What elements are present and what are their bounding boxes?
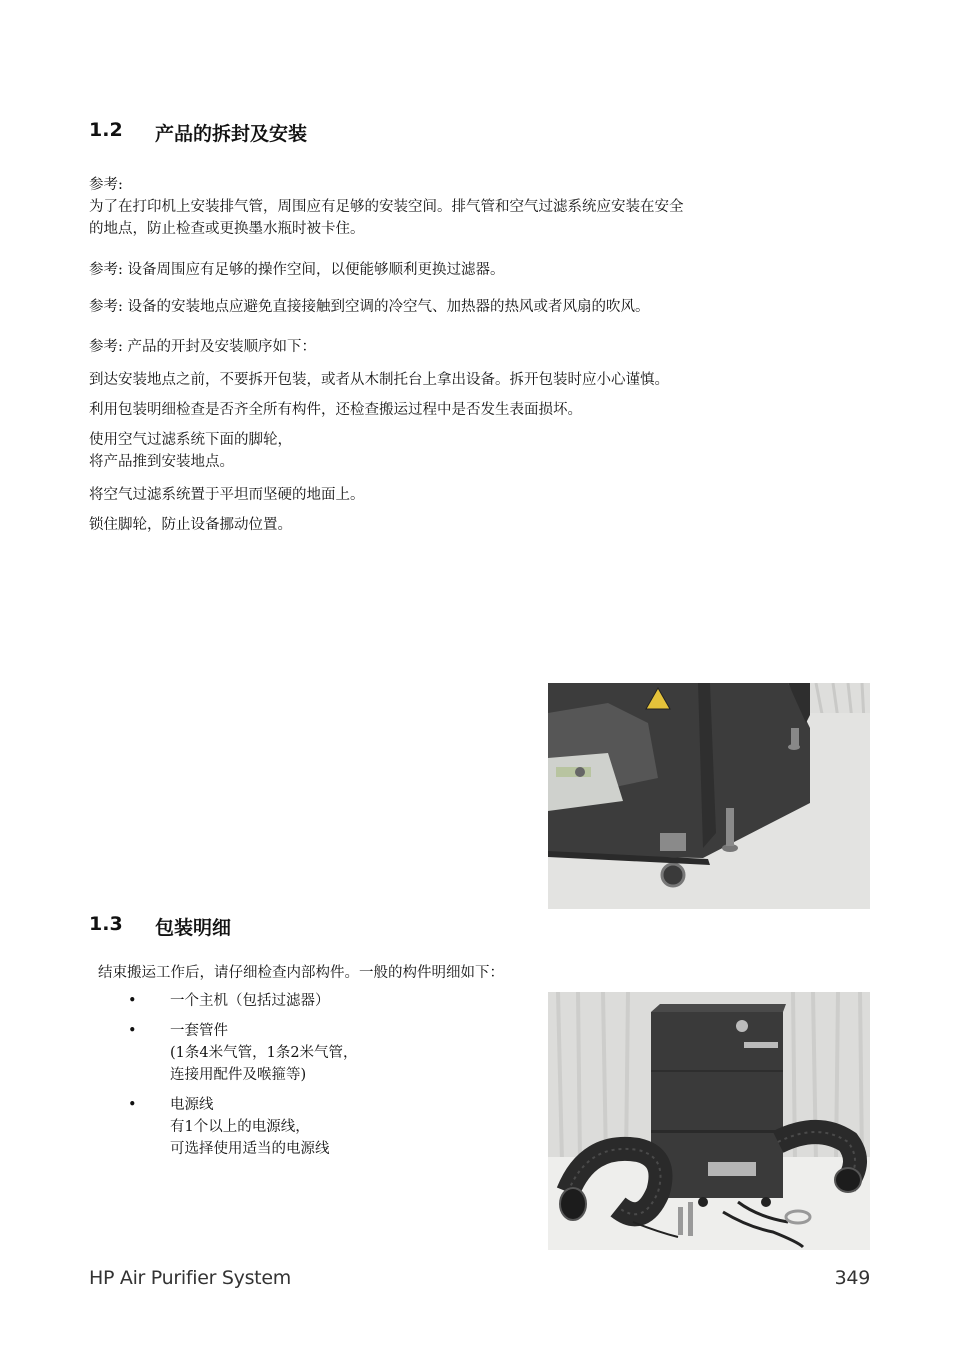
list-item — [128, 990, 528, 1012]
note-3: 参考: 设备的安装地点应避免直接接触到空调的冷空气、加热器的热风或者风扇的吹风。 — [89, 299, 650, 315]
note-label: 参考: — [89, 177, 123, 193]
bullet-icon: • — [128, 993, 137, 1009]
item-line: 电源线 — [170, 1097, 214, 1113]
item-line: (1条4米气管，1条2米气管， — [170, 1045, 358, 1061]
list-item — [128, 1020, 528, 1086]
purifier-base-photo — [548, 683, 870, 909]
bullet-icon: • — [128, 1023, 137, 1039]
item-line: 一套管件 — [170, 1023, 228, 1039]
note-4: 参考: 产品的开封及安装顺序如下： — [89, 339, 316, 355]
section-title: 产品的拆封及安装 — [155, 123, 308, 145]
section-number: 1.2 — [89, 119, 123, 141]
note-text-line: 的地点，防止检查或更换墨水瓶时被卡住。 — [89, 221, 365, 237]
item-line: 一个主机（包括过滤器） — [170, 993, 330, 1009]
contents-intro: 结束搬运工作后，请仔细检查内部构件。一般的构件明细如下： — [98, 965, 504, 981]
section-title: 包装明细 — [155, 917, 232, 939]
step-5: 锁住脚轮，防止设备挪动位置。 — [89, 517, 292, 533]
note-text-line: 为了在打印机上安装排气管，周围应有足够的安装空间。排气管和空气过滤系统应安装在安全 — [89, 199, 684, 215]
item-line: 连接用配件及喉箍等) — [170, 1067, 307, 1083]
item-line: 有1个以上的电源线， — [170, 1119, 310, 1135]
section-number: 1.3 — [89, 913, 123, 935]
list-item — [128, 1094, 528, 1160]
package-contents-photo — [548, 992, 870, 1250]
footer-product-name: HP Air Purifier System — [89, 1267, 291, 1289]
section-heading-1-2 — [89, 119, 307, 146]
step-3-line: 将产品推到安装地点。 — [89, 454, 234, 470]
step-4: 将空气过滤系统置于平坦而坚硬的地面上。 — [89, 487, 365, 503]
page-number: 349 — [834, 1267, 870, 1289]
item-line: 可选择使用适当的电源线 — [170, 1141, 330, 1157]
step-3 — [89, 429, 292, 473]
step-1: 到达安装地点之前，不要拆开包装，或者从木制托台上拿出设备。拆开包装时应小心谨慎。 — [89, 372, 669, 388]
bullet-icon: • — [128, 1097, 137, 1113]
note-1 — [89, 174, 684, 240]
step-2: 利用包装明细检查是否齐全所有构件，还检查搬运过程中是否发生表面损坏。 — [89, 402, 582, 418]
step-3-line: 使用空气过滤系统下面的脚轮， — [89, 432, 292, 448]
note-2: 参考: 设备周围应有足够的操作空间，以便能够顺利更换过滤器。 — [89, 262, 505, 278]
package-contents-list — [128, 990, 528, 1168]
section-heading-1-3 — [89, 913, 231, 940]
